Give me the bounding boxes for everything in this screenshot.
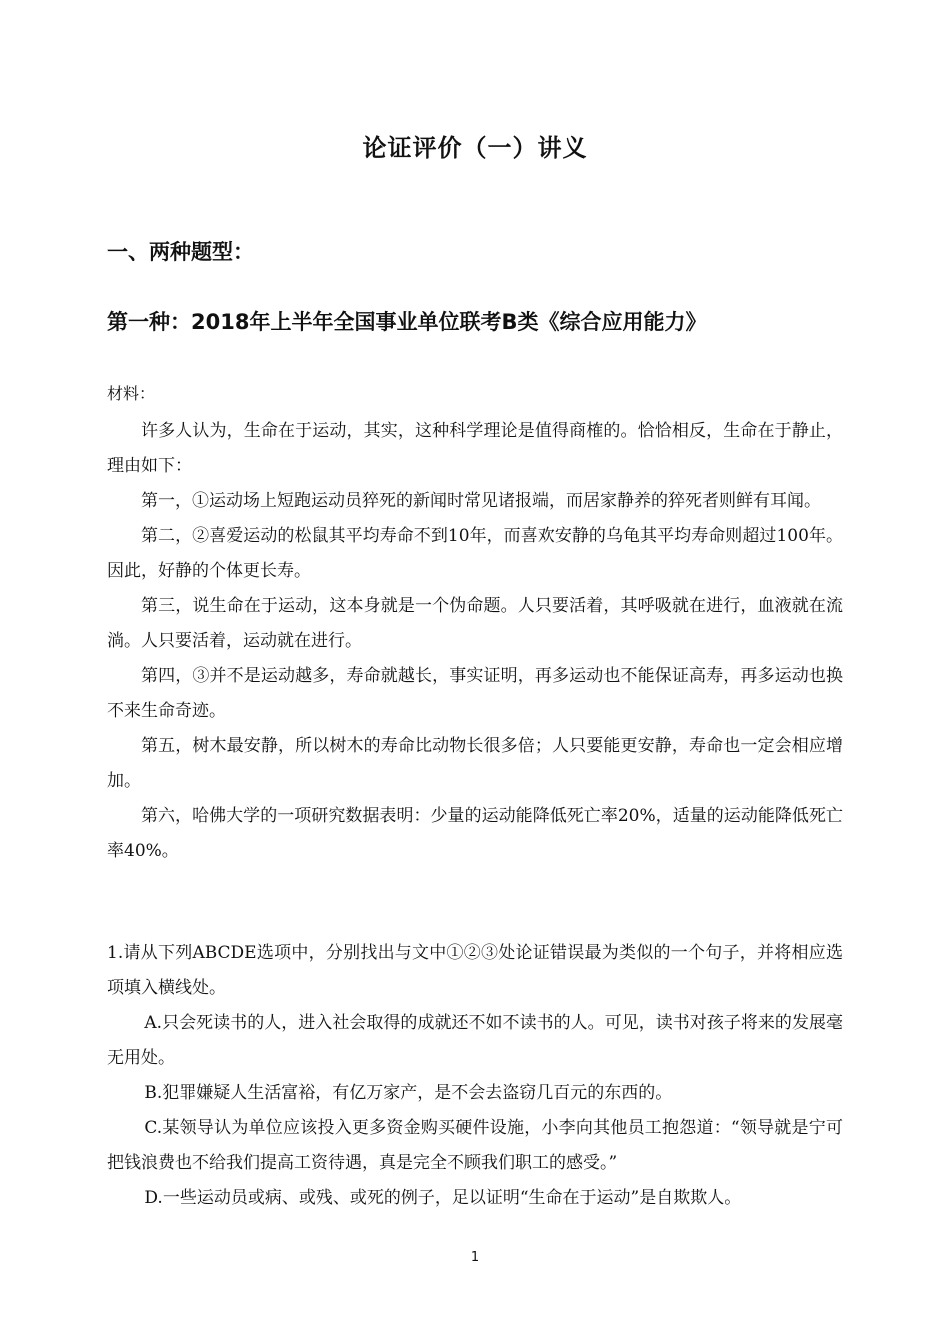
page-number: 1 bbox=[470, 1250, 480, 1265]
paragraph-reason-6: 第六，哈佛大学的一项研究数据表明：少量的运动能降低死亡率20%，适量的运动能降低死亡率40%。 bbox=[107, 806, 843, 861]
question-text: 1.请从下列ABCDE选项中，分别找出与文中①②③处论证错误最为类似的一个句子，并将相应选项填入横线处。 bbox=[107, 943, 843, 998]
paragraph-intro: 许多人认为，生命在于运动，其实，这种科学理论是值得商榷的。恰恰相反，生命在于静止，理由如下： bbox=[107, 421, 843, 476]
material-label: 材料： bbox=[107, 384, 156, 403]
option-b: B.犯罪嫌疑人生活富裕，有亿万家产，是不会去盗窃几百元的东西的。 bbox=[144, 1083, 673, 1103]
paragraph-reason-4: 第四，③并不是运动越多，寿命就越长，事实证明，再多运动也不能保证高寿，再多运动也换不来生命奇迹。 bbox=[107, 666, 843, 721]
page-title: 论证评价（一）讲义 bbox=[362, 134, 588, 162]
paragraph-reason-2: 第二，②喜爱运动的松鼠其平均寿命不到10年，而喜欢安静的乌龟其平均寿命则超过100年。因此，好静的个体更长寿。 bbox=[107, 526, 843, 581]
subsection-heading: 第一种：2018年上半年全国事业单位联考B类《综合应用能力》 bbox=[107, 310, 707, 334]
paragraph-reason-1: 第一，①运动场上短跑运动员猝死的新闻时常见诸报端，而居家静养的猝死者则鲜有耳闻。 bbox=[141, 491, 821, 511]
section-heading: 一、两种题型： bbox=[107, 240, 254, 264]
question-block bbox=[107, 936, 843, 1216]
paragraph-reason-5: 第五，树木最安静，所以树木的寿命比动物长很多倍；人只要能更安静，寿命也一定会相应增加。 bbox=[107, 736, 843, 791]
option-d: D.一些运动员或病、或残、或死的例子，足以证明“生命在于运动”是自欺欺人。 bbox=[144, 1188, 742, 1208]
material-body bbox=[107, 414, 843, 869]
option-a: A.只会死读书的人，进入社会取得的成就还不如不读书的人。可见，读书对孩子将来的发展毫无用处。 bbox=[107, 1013, 843, 1068]
paragraph-reason-3: 第三，说生命在于运动，这本身就是一个伪命题。人只要活着，其呼吸就在进行，血液就在流淌。人只要活着，运动就在进行。 bbox=[107, 596, 843, 651]
option-c: C.某领导认为单位应该投入更多资金购买硬件设施，小李向其他员工抱怨道：“领导就是宁可把钱浪费也不给我们提高工资待遇，真是完全不顾我们职工的感受。” bbox=[107, 1118, 843, 1173]
